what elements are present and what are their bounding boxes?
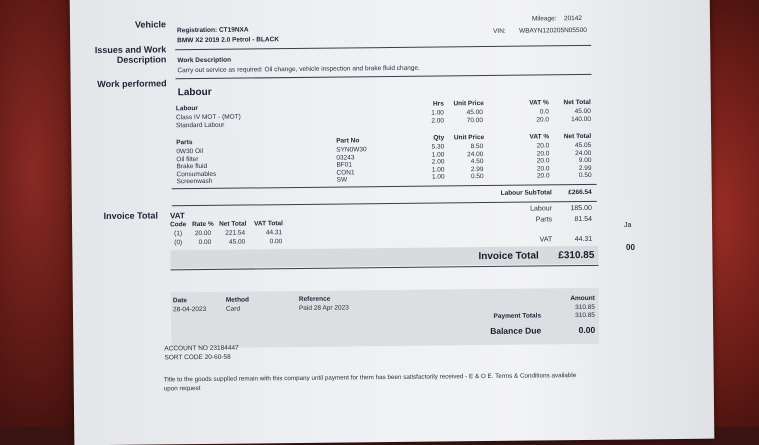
vat-row-vat: 44.31 — [265, 229, 283, 237]
vat-row-rate: 20.00 — [194, 229, 212, 238]
edge-fragment: 00 — [626, 243, 635, 252]
invoice-total-value: £310.85 — [558, 249, 595, 262]
total-vat-label: VAT — [539, 236, 553, 244]
part-unit-price: 4.50 — [470, 158, 484, 166]
payment-header-reference: Reference — [298, 295, 331, 303]
payment-method: Card — [225, 305, 241, 313]
part-number: 03243 — [336, 153, 355, 162]
labour-row-unit: 45.00 — [466, 109, 483, 117]
part-number: SYN0W30 — [336, 146, 367, 154]
part-unit-price: 8.50 — [470, 143, 484, 151]
payment-amount: 310.85 — [575, 303, 595, 312]
part-net: 2.99 — [578, 164, 592, 172]
edge-fragment: Ja — [624, 222, 632, 229]
invoice-paper — [70, 0, 715, 445]
balance-due-value: 0.00 — [578, 324, 596, 336]
labour-subtotal-value: £266.54 — [568, 188, 592, 197]
vat-header-rate: Rate % — [192, 220, 214, 229]
part-qty: 1.00 — [431, 173, 445, 181]
account-number: ACCOUNT NO 23184447 — [164, 344, 239, 353]
total-vat-value: 44.31 — [574, 235, 593, 244]
part-qty: 1.00 — [431, 151, 445, 159]
vat-header-net: Net Total — [219, 220, 247, 228]
part-qty: 1.00 — [431, 166, 445, 174]
label-invoice-total: Invoice Total — [103, 210, 159, 222]
vat-row-code: (0) — [174, 239, 183, 247]
payment-header-amount: Amount — [570, 294, 595, 303]
labour-header-desc: Labour — [175, 105, 198, 113]
invoice-total-label: Invoice Total — [478, 250, 539, 263]
labour-title: Labour — [177, 86, 212, 99]
labour-header-net: Net Total — [563, 98, 591, 107]
part-vat: 20.0 — [536, 142, 550, 150]
labour-header-unit: Unit Price — [453, 100, 484, 108]
part-vat: 20.0 — [536, 157, 550, 165]
part-net: 9.00 — [578, 157, 592, 165]
part-desc: Oil filter — [176, 155, 199, 163]
part-unit-price: 24.00 — [467, 150, 484, 158]
part-vat: 20.0 — [536, 149, 550, 158]
labour-row-hrs: 2.00 — [431, 117, 445, 125]
rule-work — [176, 74, 592, 79]
label-issues-work: Issues and Work — [94, 44, 167, 56]
parts-header-qty: Qty — [433, 134, 445, 142]
vin-label: VIN: — [493, 27, 506, 35]
vat-row-code: (1) — [174, 230, 183, 238]
part-number: BF01 — [336, 161, 353, 169]
vat-header-code: Code — [170, 221, 187, 229]
part-qty: 5.30 — [431, 143, 445, 151]
part-vat: 20.0 — [536, 172, 550, 180]
labour-row-unit: 70.00 — [466, 116, 484, 124]
labour-header-hrs: Hrs — [432, 100, 444, 108]
work-heading: Work Description — [177, 56, 232, 65]
payment-date: 28-04-2023 — [172, 305, 207, 314]
parts-header-partno: Part No — [336, 137, 360, 145]
part-desc: Screenwash — [176, 178, 213, 186]
footer-terms: Title to the goods supplied remain with this company until payment for them has been satisfactorily received - E & O E. Terms & Conditions available — [163, 372, 577, 384]
part-net: 45.05 — [574, 141, 592, 150]
labour-row-desc: Class IV MOT - (MOT) — [175, 113, 241, 122]
vat-row-net: 45.00 — [228, 238, 246, 246]
sort-code: SORT CODE 20-60-58 — [164, 353, 231, 362]
mileage-label: Mileage: — [531, 15, 557, 23]
labour-subtotal-label: Labour SubTotal — [500, 189, 552, 197]
label-description: Description — [116, 54, 167, 65]
payment-totals-label: Payment Totals — [493, 312, 542, 320]
rule-subtotal — [172, 184, 597, 189]
part-number: SW — [336, 176, 348, 184]
registration: Registration: CT19NXA — [177, 26, 249, 35]
rule-vehicle — [175, 45, 591, 50]
parts-header-unit: Unit Price — [453, 134, 485, 142]
total-labour-label: Labour — [530, 205, 552, 213]
total-parts-label: Parts — [535, 216, 553, 224]
labour-row-desc: Standard Labour — [175, 121, 225, 129]
part-desc: 0W30 Oil — [176, 147, 204, 156]
payment-header-date: Date — [172, 297, 187, 305]
footer-terms-continued: upon request — [163, 385, 201, 393]
vat-row-net: 221.54 — [225, 229, 246, 237]
labour-row-hrs: 1.00 — [431, 109, 444, 117]
labour-row-vat: 20.0 — [536, 115, 550, 124]
labour-row-net: 140.00 — [571, 115, 592, 123]
parts-header-vat: VAT % — [529, 133, 550, 141]
part-net: 0.50 — [578, 172, 592, 180]
vat-row-vat: 0.00 — [269, 238, 283, 246]
parts-header-desc: Parts — [176, 139, 193, 147]
vat-title: VAT — [169, 211, 185, 221]
vat-row-rate: 0.00 — [198, 238, 212, 247]
label-vehicle: Vehicle — [134, 19, 167, 30]
mileage-value: 20142 — [563, 14, 583, 23]
vehicle-model: BMW X2 2019 2.0 Petrol - BLACK — [177, 36, 280, 45]
balance-due-label: Balance Due — [490, 325, 542, 336]
payment-header-method: Method — [225, 296, 250, 304]
labour-header-vat: VAT % — [529, 99, 549, 107]
total-parts-value: 81.54 — [574, 215, 593, 224]
part-desc: Consumables — [176, 170, 217, 179]
part-unit-price: 0.50 — [470, 173, 484, 181]
part-vat: 20.0 — [536, 165, 550, 173]
part-net: 24.00 — [575, 149, 592, 157]
payment-totals-value: 310.85 — [575, 311, 596, 320]
label-work-performed: Work performed — [97, 78, 167, 90]
labour-row-net: 45.00 — [574, 107, 591, 116]
vin-value: WBAYN120205N05500 — [519, 26, 587, 35]
part-number: CON1 — [336, 169, 355, 177]
part-desc: Brake fluid — [176, 163, 208, 171]
labour-row-vat: 0.0 — [539, 108, 549, 116]
work-text: Carry out service as required: Oil change, vehicle inspection and brake fluid change. — [177, 64, 420, 75]
vat-header-vat: VAT Total — [254, 220, 283, 228]
part-qty: 2.00 — [431, 158, 445, 166]
parts-header-net: Net Total — [563, 132, 592, 141]
payment-reference: Paid 28 Apr 2023 — [298, 304, 349, 312]
total-labour-value: 185.00 — [570, 204, 592, 213]
part-unit-price: 2.99 — [470, 165, 484, 173]
